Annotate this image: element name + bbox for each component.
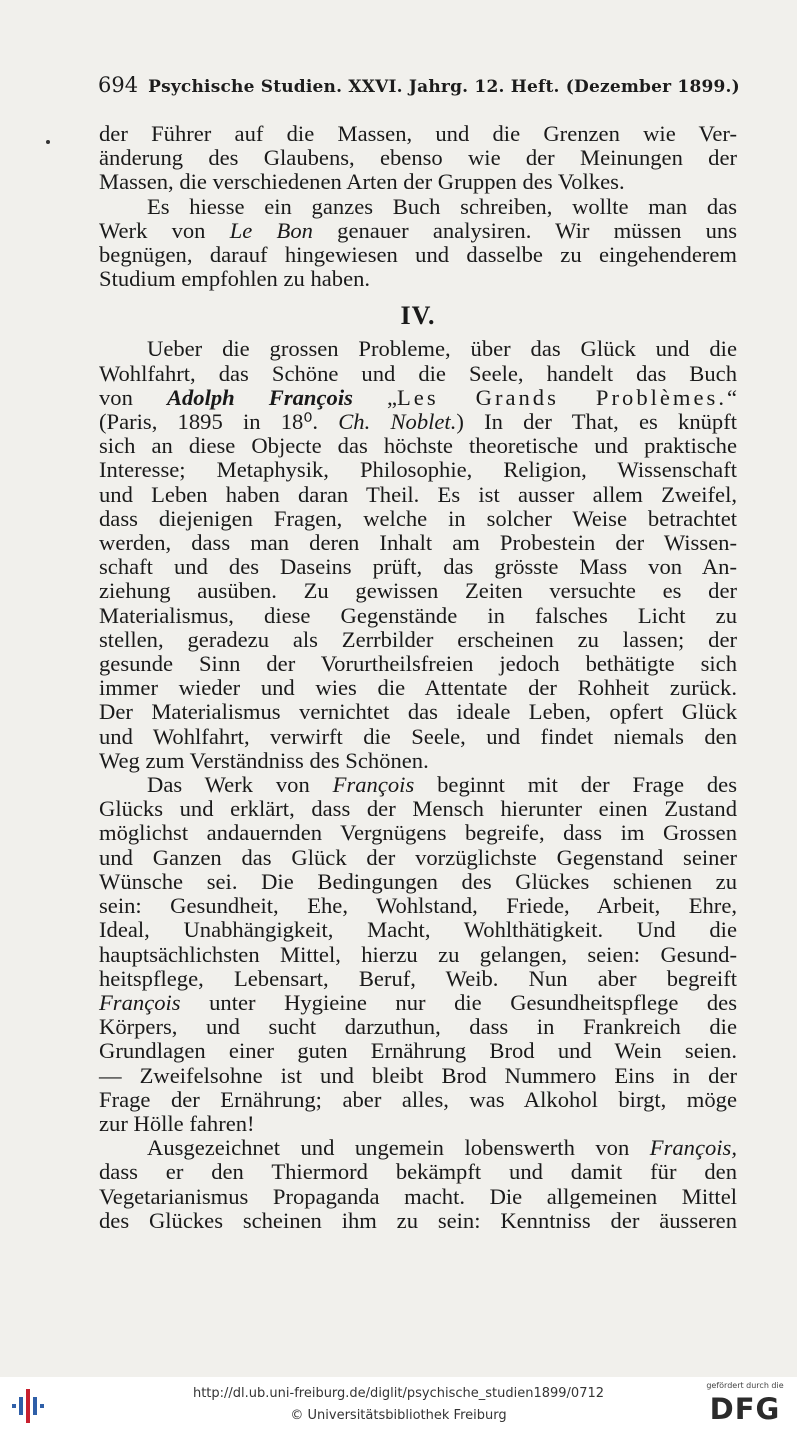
- text-span: Werk von: [99, 217, 230, 243]
- text-line: [99, 773, 737, 797]
- body-text: [99, 122, 737, 1233]
- running-header: [98, 73, 738, 97]
- text-span: beginnt mit der Frage des: [414, 772, 737, 798]
- text-line: — Zweifelsohne ist und bleibt Brod Nummero Eins in der: [99, 1062, 737, 1088]
- text-line: [99, 1136, 737, 1160]
- text-line: dass er den Thiermord bekämpft und damit für den: [99, 1159, 737, 1185]
- viewer-footer: [0, 1377, 797, 1431]
- text-line: Grundlagen einer guten Ernährung Brod und Wein seien.: [99, 1038, 737, 1064]
- text-line: [99, 410, 737, 434]
- text-line: schaft und des Daseins prüft, das grösste Mass von An-: [99, 554, 737, 580]
- author-name: Le Bon: [229, 217, 313, 243]
- text-line: gesunde Sinn der Vorurtheilsfreien jedoch bethätigte sich: [99, 651, 737, 677]
- text-line: Ideal, Unabhängigkeit, Macht, Wohlthätigkeit. Und die: [99, 917, 737, 943]
- text-line: dass diejenigen Fragen, welche in solcher Weise betrachtet: [99, 505, 737, 531]
- text-line: [99, 991, 737, 1015]
- text-line: Körpers, und sucht darzuthun, dass in Frankreich die: [99, 1014, 737, 1040]
- text-line: begnügen, darauf hingewiesen und dasselbe zu eingehenderem: [99, 242, 737, 268]
- text-line: Der Materialismus vernichtet das ideale Leben, opfert Glück: [99, 699, 737, 725]
- text-span: Das Werk von: [147, 772, 333, 798]
- text-line: immer wieder und wies die Attentate der Rohheit zurück.: [99, 675, 737, 701]
- text-line: Vegetarianismus Propaganda macht. Die allgemeinen Mittel: [99, 1183, 737, 1209]
- book-title: Les Grands Problèmes.: [396, 384, 727, 410]
- text-line: Interesse; Metaphysik, Philosophie, Religion, Wissenschaft: [99, 457, 737, 483]
- text-line: hauptsächlichsten Mittel, hierzu zu gelangen, seien: Gesund-: [99, 941, 737, 967]
- dfg-wordmark: DFG: [709, 1392, 781, 1426]
- text-span: unter Hygieine nur die Gesundheitspflege des: [180, 989, 737, 1015]
- text-span: genauer analysiren. Wir müssen uns: [312, 217, 737, 243]
- text-line: [99, 219, 737, 243]
- running-title: Psychische Studien. XXVI. Jahrg. 12. Heft. (Dezember 1899.): [148, 77, 740, 97]
- text-line: Ueber die grossen Probleme, über das Glück und die: [147, 336, 737, 362]
- text-line: Materialismus, diese Gegenstände in falsches Licht zu: [99, 602, 737, 628]
- text-span: Ausgezeichnet und ungemein lobenswerth von: [147, 1135, 650, 1161]
- text-line: und Leben haben daran Theil. Es ist ausser allem Zweifel,: [99, 481, 737, 507]
- text-line: Glücks und erklärt, dass der Mensch hierunter einen Zustand: [99, 796, 737, 822]
- text-line: [99, 386, 737, 410]
- author-name: François: [332, 772, 415, 798]
- text-line: Studium empfohlen zu haben.: [99, 266, 371, 292]
- text-line: Weg zum Verständniss des Schönen.: [99, 747, 429, 773]
- text-line: der Führer auf die Massen, und die Grenzen wie Ver-: [99, 121, 737, 146]
- page-speck: [46, 140, 50, 144]
- text-line: werden, dass man deren Inhalt am Probestein der Wissen-: [99, 530, 737, 556]
- text-span: “: [726, 384, 737, 410]
- text-line: Wohlfahrt, das Schöne und die Seele, handelt das Buch: [99, 360, 737, 386]
- text-line: Frage der Ernährung; aber alles, was Alkohol birgt, möge: [99, 1086, 737, 1112]
- source-url-link[interactable]: http://dl.ub.uni-freiburg.de/diglit/psychische_studien1899/0712: [192, 1386, 605, 1401]
- author-name: François: [99, 989, 181, 1015]
- text-line: sich an diese Objecte das höchste theoretische und praktische: [99, 433, 737, 459]
- text-line: heitspflege, Lebensart, Beruf, Weib. Nun aber begreift: [99, 965, 737, 991]
- copyright-notice: © Universitätsbibliothek Freiburg: [290, 1408, 507, 1423]
- text-span: (Paris, 1895 in 18⁰.: [99, 409, 339, 435]
- publisher-name: Ch. Noblet.: [338, 409, 457, 435]
- text-line: und Ganzen das Glück der vorzüglichste Gegenstand seiner: [99, 844, 737, 870]
- text-line: änderung des Glaubens, ebenso wie der Meinungen der: [99, 145, 737, 171]
- dfg-caption: gefördert durch die: [706, 1381, 784, 1390]
- text-line: zur Hölle fahren!: [99, 1110, 255, 1136]
- text-line: stellen, geradezu als Zerrbilder erscheinen zu lassen; der: [99, 626, 737, 652]
- text-line: möglichst andauernden Vergnügens begreife, dass im Grossen: [99, 820, 737, 846]
- text-span: von: [99, 384, 167, 410]
- page-number: 694: [98, 73, 139, 97]
- text-span: „: [352, 384, 397, 410]
- text-line: ziehung ausüben. Zu gewissen Zeiten versuchte es der: [99, 578, 737, 604]
- text-line: Wünsche sei. Die Bedingungen des Glückes schienen zu: [99, 868, 737, 894]
- author-name: François,: [649, 1135, 737, 1161]
- author-name: Adolph François: [166, 384, 353, 410]
- text-line: Es hiesse ein ganzes Buch schreiben, wollte man das: [147, 193, 737, 219]
- text-line: und Wohlfahrt, verwirft die Seele, und findet niemals den: [99, 723, 737, 749]
- text-line: sein: Gesundheit, Ehe, Wohlstand, Friede, Arbeit, Ehre,: [99, 893, 737, 919]
- text-line: Massen, die verschiedenen Arten der Gruppen des Volkes.: [99, 169, 625, 195]
- dfg-logo-icon: [700, 1381, 790, 1429]
- text-line: des Glückes scheinen ihm zu sein: Kenntniss der äusseren: [99, 1207, 737, 1233]
- text-span: ) In der That, es knüpft: [456, 409, 738, 435]
- section-heading: IV.: [400, 301, 436, 331]
